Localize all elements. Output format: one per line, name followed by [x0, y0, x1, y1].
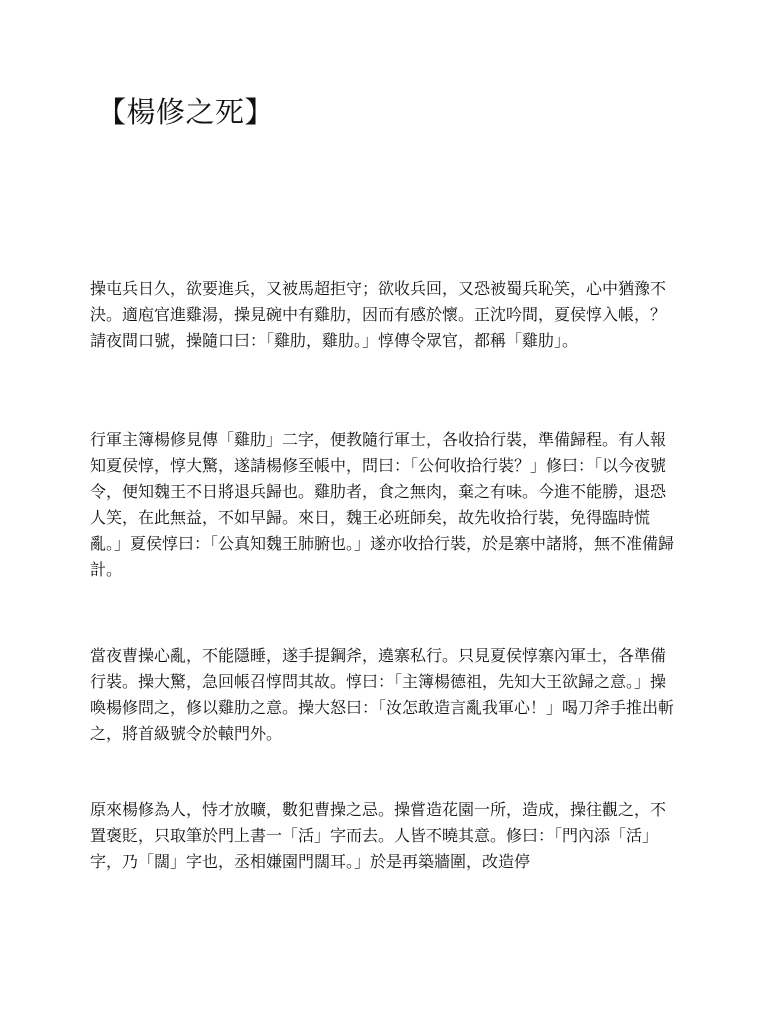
document-title: 【楊修之死】 [97, 95, 275, 129]
paragraph-3: 當夜曹操心亂，不能隱睡，遂手提鋼斧，遶寨私行。只見夏侯惇寨內軍士，各準備行裝。操大驚，急回帳召惇問其故。惇曰：「主簿楊德祖，先知大王欲歸之意。」操喚楊修問之，修以雞肋之意。操大怒曰：「汝怎敢造言亂我軍心！」喝刀斧手推出斬之，將首級號令於轅門外。 [90, 646, 675, 743]
paragraph-4: 原來楊修為人，恃才放曠，數犯曹操之忌。操嘗造花園一所，造成，操往觀之，不置褒貶，只取筆於門上書一「活」字而去。人皆不曉其意。修曰：「門內添「活」字，乃「闊」字也，丞相嫌園門闊耳。」於是再築牆圍，改造停 [90, 800, 667, 871]
paragraph-2: 行軍主簿楊修見傳「雞肋」二字，便教隨行軍士，各收拾行裝，準備歸程。有人報知夏侯惇，惇大驚，遂請楊修至帳中，問曰：「公何收拾行裝？」修曰：「以今夜號令，便知魏王不日將退兵歸也。雞肋者，食之無肉，棄之有味。今進不能勝，退恐人笑，在此無益，不如早歸。來日，魏王必班師矣，故先收拾行裝，免得臨時慌亂。」夏侯惇曰：「公真知魏王肺腑也。」遂亦收拾行裝，於是寨中諸將，無不准備歸計。 [90, 430, 675, 579]
paragraph-1: 操屯兵日久，欲要進兵，又被馬超拒守；欲收兵回，又恐被蜀兵恥笑，心中猶豫不決。適庖官進雞湯，操見碗中有雞肋，因而有感於懷。正沈吟間，夏侯惇入帳，？請夜間口號，操隨口曰：「雞肋，雞肋。」惇傳令眾官，都稱「雞肋」。 [90, 279, 667, 350]
